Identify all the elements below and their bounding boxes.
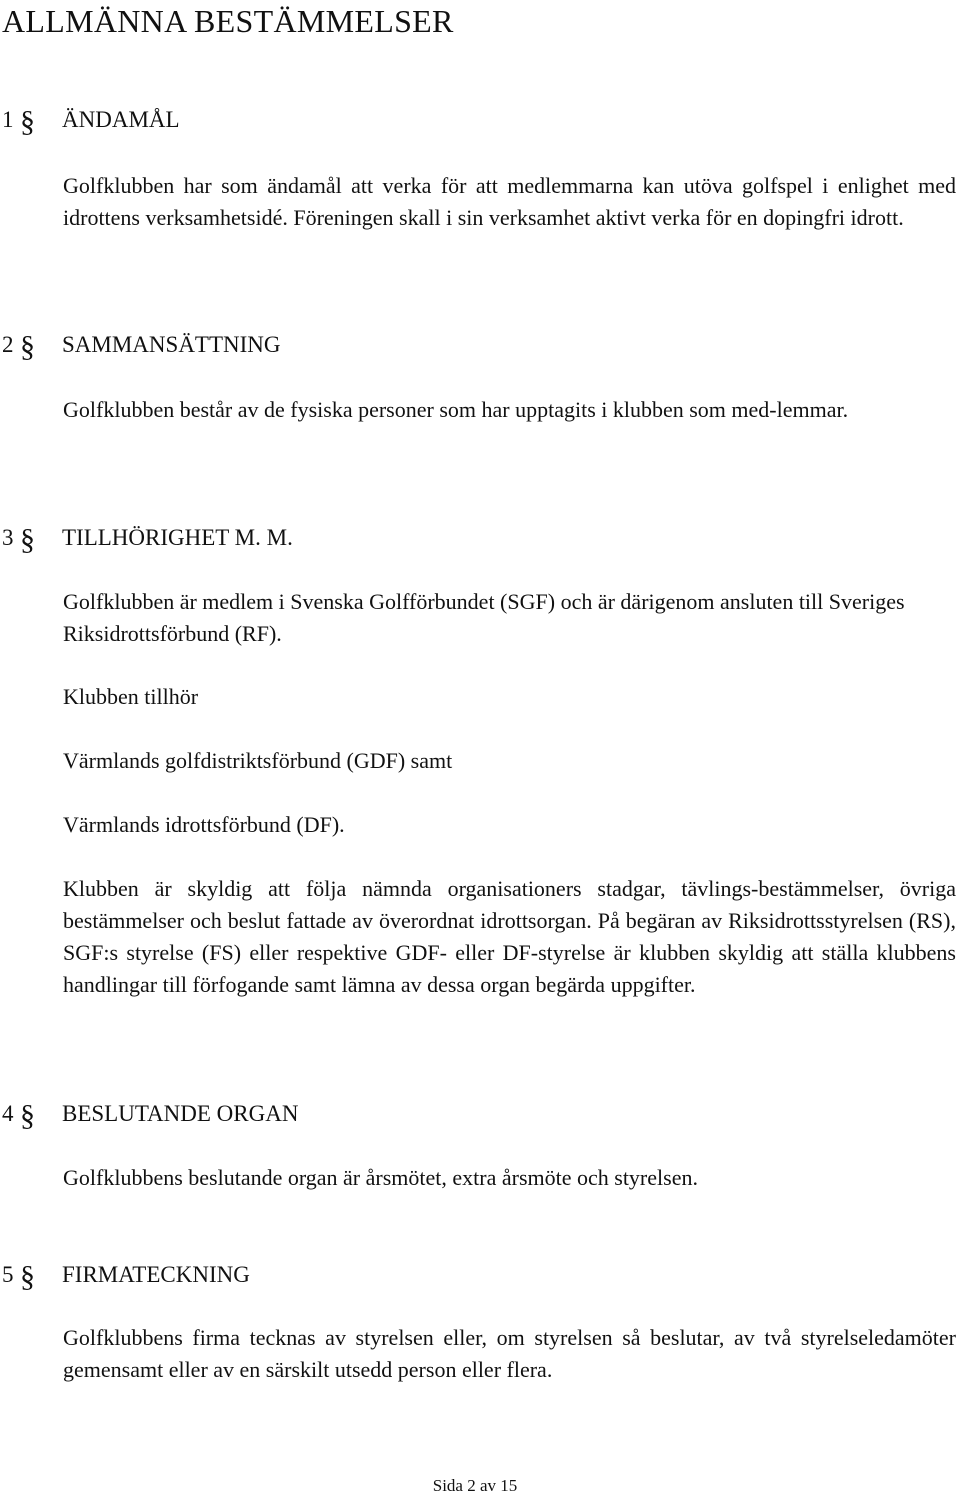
section-number: 2 <box>2 332 14 357</box>
section-3-paragraph-1: Golfklubben är medlem i Svenska Golfförbundet (SGF) och är därigenom ansluten till Sveriges Riksidrottsförbund (RF). <box>63 589 905 646</box>
section-4-heading <box>2 1100 298 1130</box>
section-number: 1 <box>2 107 14 132</box>
section-1-paragraph-1: Golfklubben har som ändamål att verka för att medlemmarna kan utöva golfspel i enlighet med idrottens verksamhetsidé. Föreningen skall i sin verksamhet aktivt verka för en dopingfri idrott. <box>63 173 956 230</box>
section-symbol: § <box>20 105 35 138</box>
section-title: FIRMATECKNING <box>62 1262 250 1287</box>
section-3-paragraph-3: Värmlands golfdistriktsförbund (GDF) samt <box>63 748 453 773</box>
section-number: 5 <box>2 1262 14 1287</box>
section-4-paragraph-1: Golfklubbens beslutande organ är årsmötet, extra årsmöte och styrelsen. <box>63 1165 698 1190</box>
page-title: ALLMÄNNA BESTÄMMELSER <box>2 3 454 39</box>
page-number-footer: Sida 2 av 15 <box>432 1476 518 1495</box>
section-title: BESLUTANDE ORGAN <box>62 1101 299 1126</box>
section-title: TILLHÖRIGHET M. M. <box>62 525 293 550</box>
section-symbol: § <box>20 330 35 363</box>
section-2-paragraph-1: Golfklubben består av de fysiska personer som har upptagits i klubben som med-lemmar. <box>63 397 849 422</box>
section-2-heading <box>2 331 281 361</box>
section-1-heading <box>2 106 180 136</box>
section-title: ÄNDAMÅL <box>62 107 180 132</box>
section-3-paragraph-5: Klubben är skyldig att följa nämnda organisationers stadgar, tävlings-bestämmelser, övriga bestämmelser och beslut fattade av överordnat idrottsorgan. På begäran av Riksidrottsstyrelsen (RS), SGF:s styrelse (FS) eller respektive GDF- eller DF-styrelse är klubben skyldig att ställa klubbens handlingar till förfogande samt lämna av dessa organ begärda uppgifter. <box>63 876 956 997</box>
section-number: 4 <box>2 1101 14 1126</box>
section-symbol: § <box>20 1260 35 1293</box>
section-symbol: § <box>20 523 35 556</box>
section-5-heading <box>2 1261 250 1291</box>
section-title: SAMMANSÄTTNING <box>62 332 281 357</box>
section-5-paragraph-1: Golfklubbens firma tecknas av styrelsen eller, om styrelsen så beslutar, av två styrelseledamöter gemensamt eller av en särskilt utsedd person eller flera. <box>63 1325 956 1382</box>
section-3-paragraph-2: Klubben tillhör <box>63 684 199 709</box>
section-3-heading <box>2 524 293 554</box>
section-symbol: § <box>20 1099 35 1132</box>
section-3-paragraph-4: Värmlands idrottsförbund (DF). <box>63 812 345 837</box>
section-number: 3 <box>2 525 14 550</box>
